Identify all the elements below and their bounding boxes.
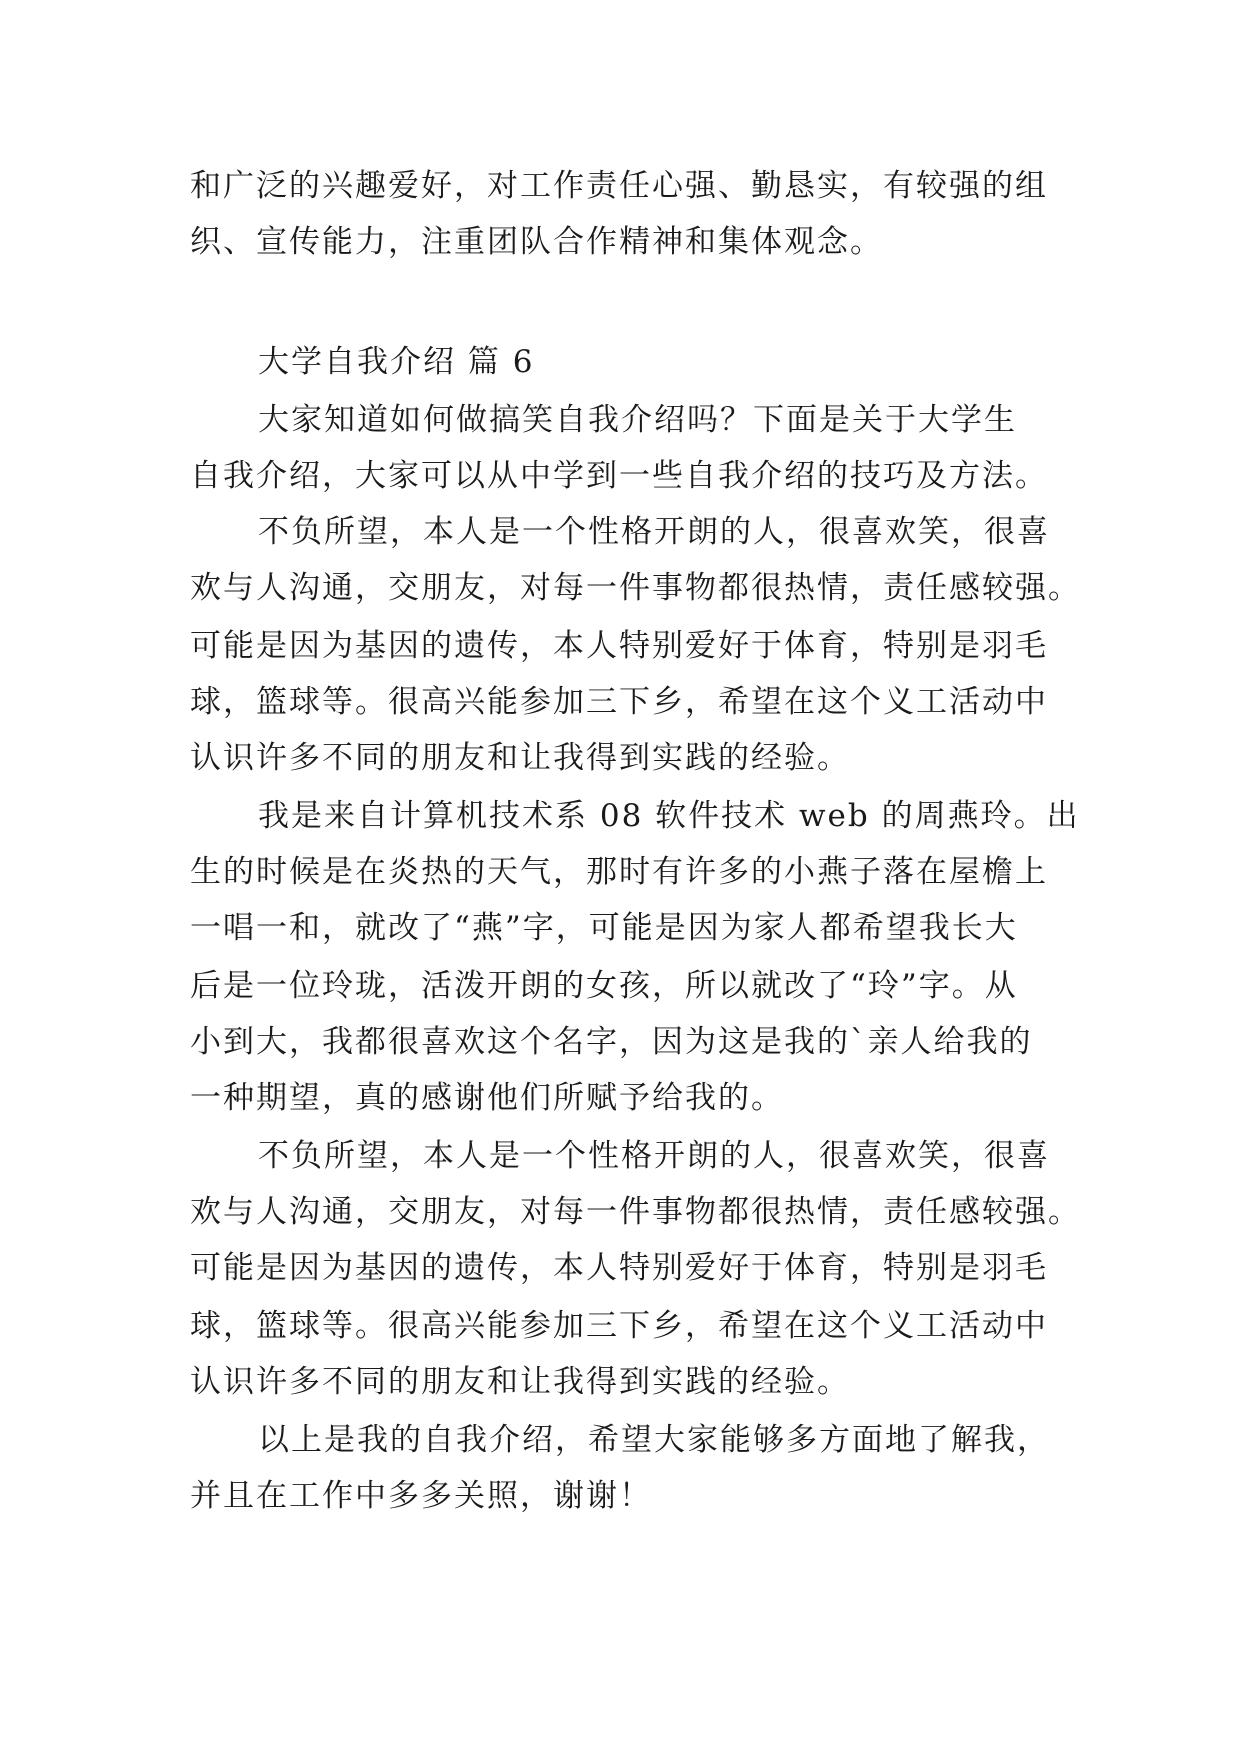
text-line: 生的时候是在炎热的天气，那时有许多的小燕子落在屋檐上 [190, 854, 1048, 890]
text-line: 我是来自计算机技术系 08 软件技术 web 的周燕玲。出 [258, 798, 1080, 834]
text-line: 一唱一和，就改了“燕”字，可能是因为家人都希望我长大 [190, 910, 1018, 946]
text-line: 可能是因为基因的遗传，本人特别爱好于体育，特别是羽毛 [190, 1250, 1048, 1286]
text-line: 后是一位玲珑，活泼开朗的女孩，所以就改了“玲”字。从 [190, 968, 1018, 1004]
text-line: 并且在工作中多多关照，谢谢！ [190, 1478, 652, 1514]
text-line: 认识许多不同的朋友和让我得到实践的经验。 [190, 1364, 850, 1400]
text-line: 球，篮球等。很高兴能参加三下乡，希望在这个义工活动中 [190, 684, 1048, 720]
text-line: 和广泛的兴趣爱好，对工作责任心强、勤恳实，有较强的组 [190, 168, 1048, 204]
section-heading: 大学自我介绍 篇 6 [258, 344, 535, 380]
text-line: 不负所望，本人是一个性格开朗的人，很喜欢笑，很喜 [258, 1138, 1050, 1174]
text-line: 欢与人沟通，交朋友，对每一件事物都很热情，责任感较强。 [190, 570, 1081, 606]
text-line: 不负所望，本人是一个性格开朗的人，很喜欢笑，很喜 [258, 514, 1050, 550]
text-line: 认识许多不同的朋友和让我得到实践的经验。 [190, 740, 850, 776]
text-line: 大家知道如何做搞笑自我介绍吗？下面是关于大学生 [258, 402, 1017, 438]
text-line: 自我介绍，大家可以从中学到一些自我介绍的技巧及方法。 [190, 458, 1048, 494]
text-line: 以上是我的自我介绍，希望大家能够多方面地了解我， [258, 1422, 1050, 1458]
text-line: 织、宣传能力，注重团队合作精神和集体观念。 [190, 224, 883, 260]
text-line: 一种期望，真的感谢他们所赋予给我的。 [190, 1080, 784, 1116]
text-line: 球，篮球等。很高兴能参加三下乡，希望在这个义工活动中 [190, 1308, 1048, 1344]
text-line: 欢与人沟通，交朋友，对每一件事物都很热情，责任感较强。 [190, 1194, 1081, 1230]
text-line: 可能是因为基因的遗传，本人特别爱好于体育，特别是羽毛 [190, 628, 1048, 664]
text-line: 小到大，我都很喜欢这个名字，因为这是我的`亲人给我的 [190, 1024, 1033, 1060]
